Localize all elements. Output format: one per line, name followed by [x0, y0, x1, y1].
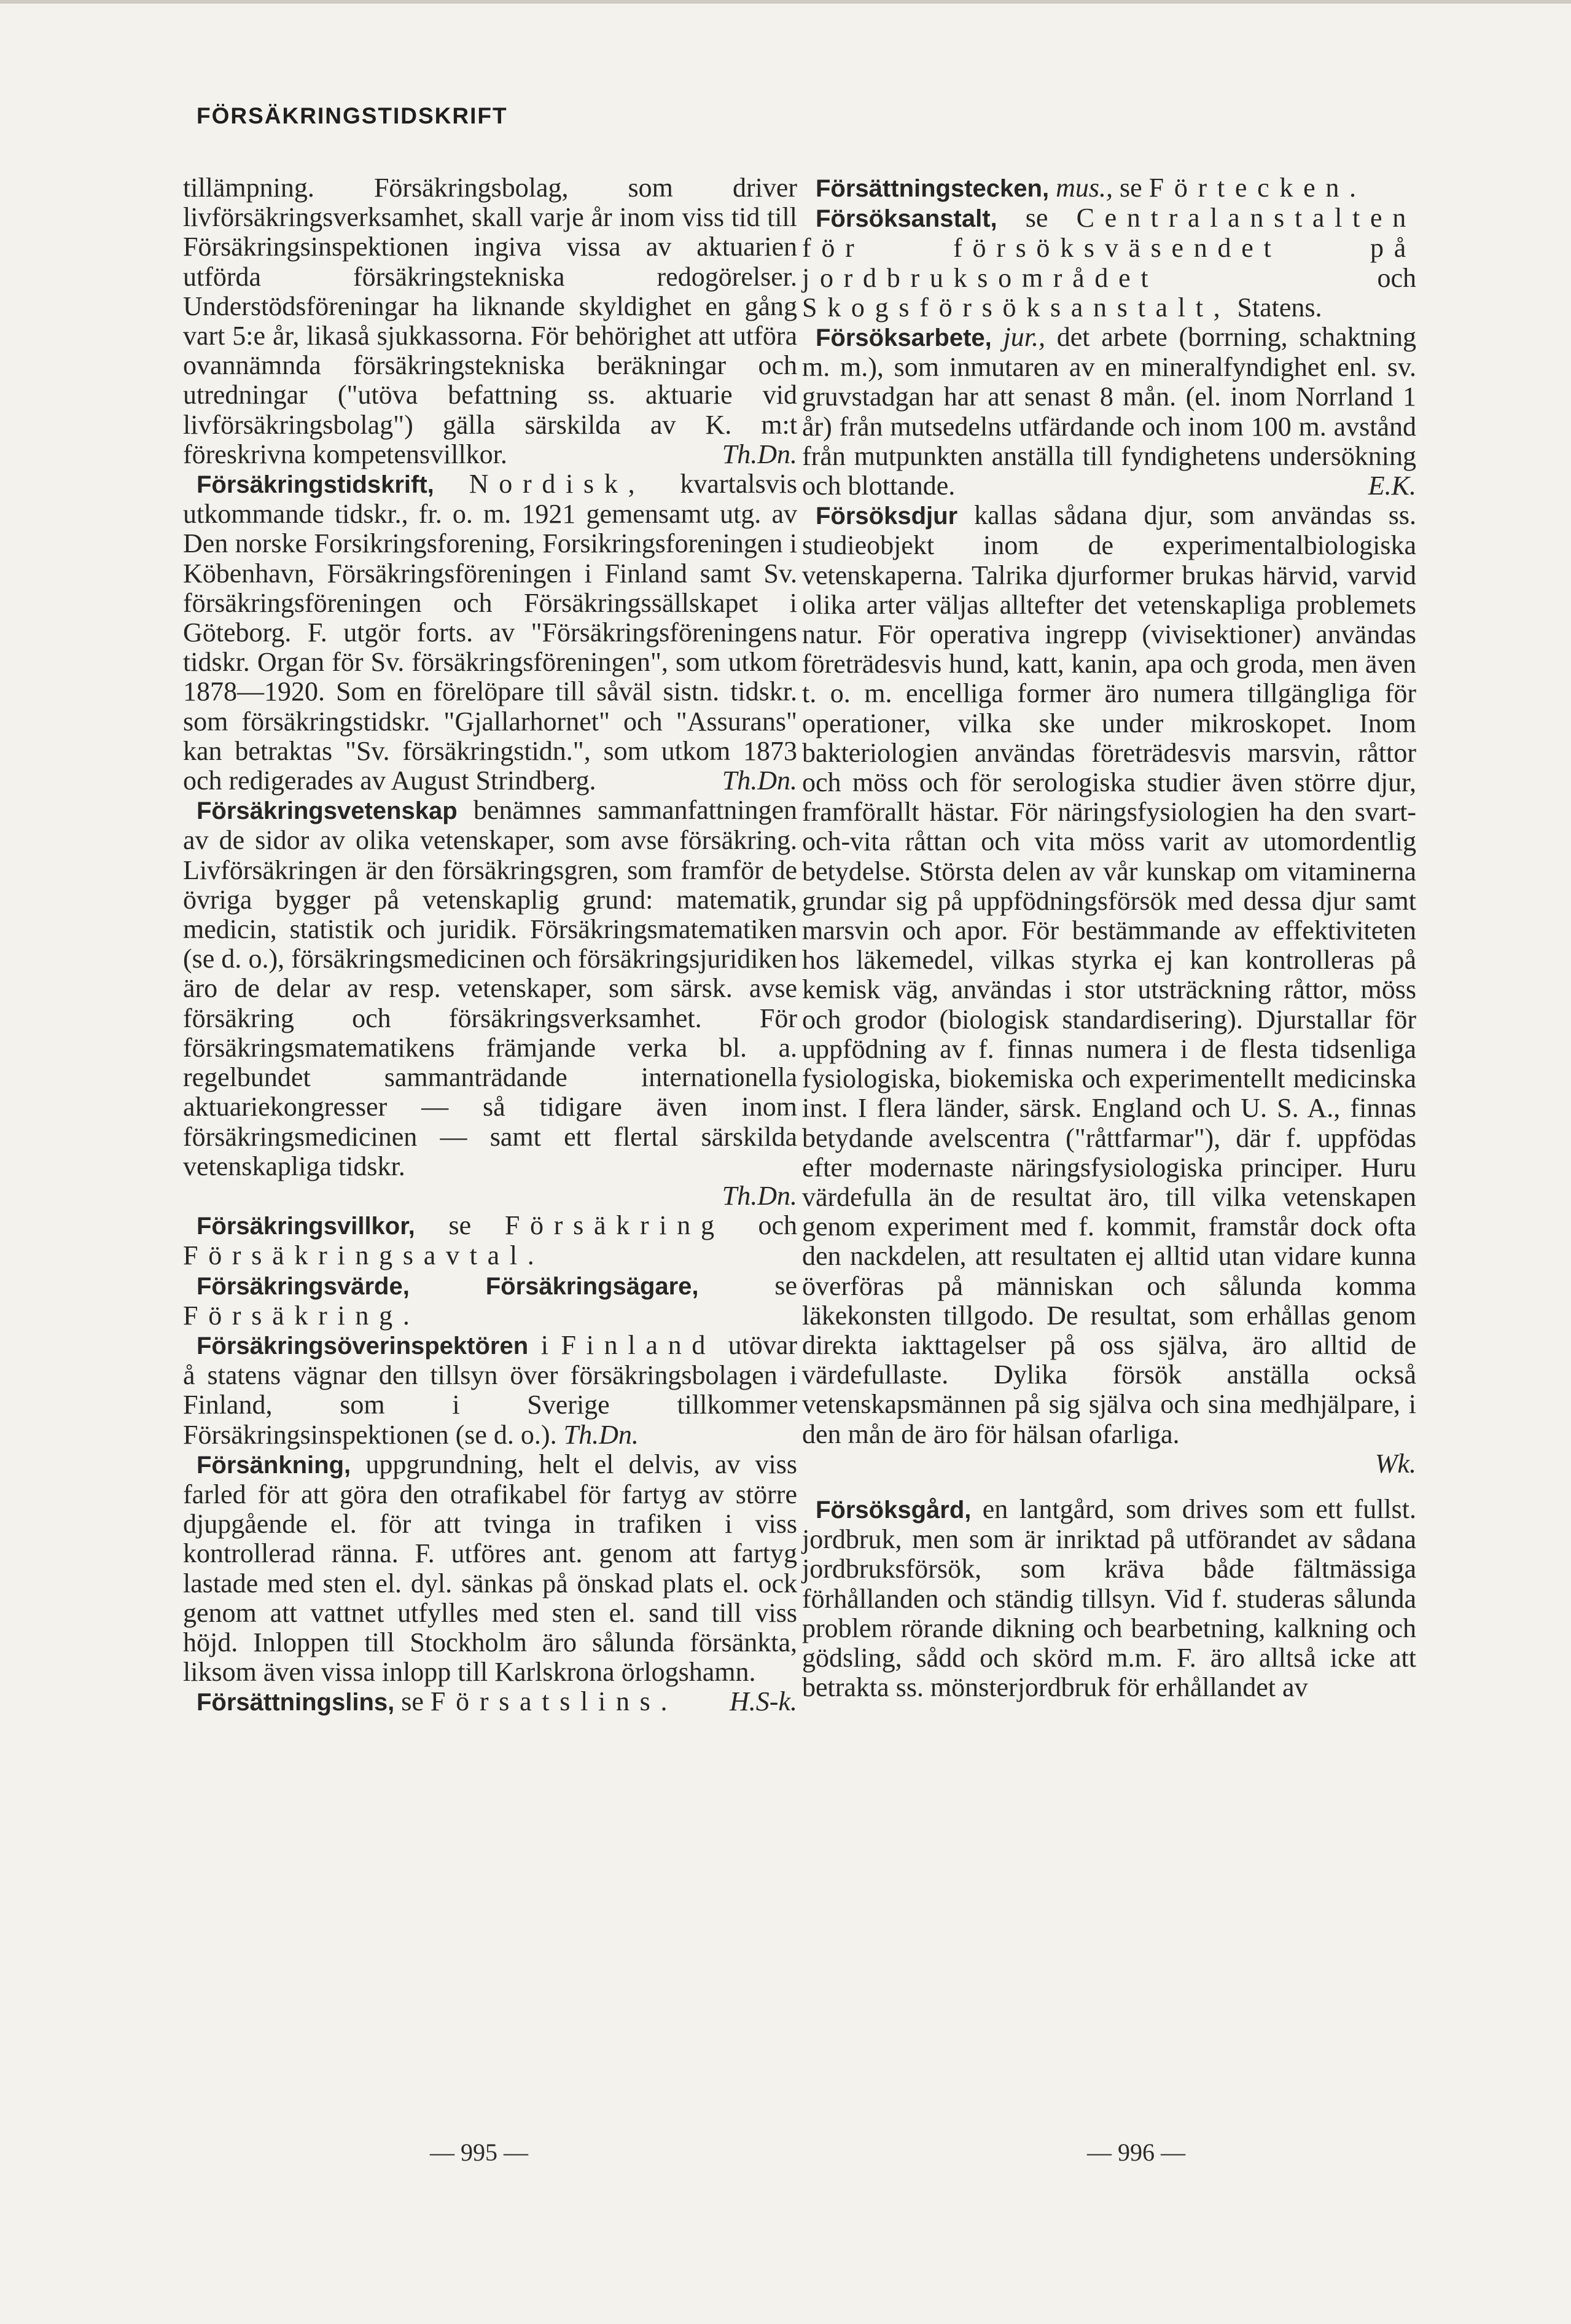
entry-text: i	[540, 1329, 548, 1360]
see-word: se	[448, 1210, 472, 1241]
and-word: och	[758, 1210, 797, 1241]
entry-headword: Försäkringsöverinspektören	[197, 1332, 529, 1360]
right-column	[802, 173, 1416, 1702]
entry-forsakringsoverinspektoren	[183, 1331, 797, 1450]
entry-text: uppgrundning, helt el delvis, av viss farled för att göra den otrafikabel för fartyg av större djupgående el. för att tvinga in trafiken i viss kontrollerad ränna. F. utföres ant. genom att fartyg lastade med sten el. dyl. sänkas på önskad plats el. ock genom att vattnet utfylles med sten el. sand till viss höjd. Inloppen till Stockholm äro sålunda försänkta, liksom även vissa inlopp till Karlskrona örlogshamn.	[183, 1449, 798, 1688]
see-word: se	[401, 1686, 424, 1717]
entry-text: det arbete (borrning, schaktning m. m.), som inmutaren av en mineralfyndighet enl. sv. gruvstadgan har att senast 8 mån. (el. inom Norrland 1 år) från mutsedelns utfärdande och inom 100 m. avstånd från mutpunkten anställa till fyndighetens undersökning och blottande.	[802, 322, 1417, 501]
entry-forsakringsvetenskap	[183, 796, 797, 1181]
entry-headword: Försöksgård,	[816, 1496, 972, 1524]
spaced-term: Finland	[561, 1329, 716, 1360]
entry-text: utövar å statens vägnar den tillsyn över försäkringsbolagen i Finland, som i Sverige tillkommer Försäkringsinspektionen (se d. o.).	[183, 1329, 798, 1450]
entry-headword: Försänkning,	[197, 1451, 351, 1479]
entry-headword: Försöksarbete,	[816, 324, 992, 352]
entry-forsoksarbete	[802, 323, 1416, 501]
cross-reference: Förtecken.	[1148, 173, 1366, 203]
abbreviation: jur.,	[1003, 322, 1046, 353]
entry-text: tillämpning. Försäkringsbolag, som driver livförsäkringsverksamhet, skall varje år inom viss tid till Försäkringsinspektionen ingiva vissa av aktuarien utförda försäkringstekniska redogörelser. Understödsföreningar ha liknande skyldighet en gång vart 5:e år, likaså sjukkassorna. För behörighet att utföra ovannämnda försäkringstekniska beräkningar och utredningar ("utöva befattning ss. aktuarie vid livförsäkringsbolag") gälla särskilda av K. m:t föreskrivna kompetensvillkor.	[183, 173, 797, 469]
entry-forsoksdjur	[802, 501, 1416, 1449]
cross-reference: Skogsförsöksanstalt,	[802, 292, 1231, 323]
spaced-term: Nordisk,	[469, 469, 645, 499]
cross-reference: Centralanstalten för försöksväsendet på jordbruksområdet	[802, 203, 1417, 293]
see-word: se	[774, 1270, 797, 1301]
entry-forsakringsvillkor	[183, 1211, 797, 1270]
cross-reference: Försatslins.	[430, 1686, 678, 1717]
entry-headword: Försäkringsvillkor,	[197, 1213, 415, 1240]
page-number-left: — 995 —	[430, 2138, 528, 2166]
entry-headword: Försöksdjur	[816, 503, 958, 530]
entry-headword: Försöksanstalt,	[816, 205, 997, 233]
and-word: och	[1377, 262, 1416, 293]
entry-text: kvartalsvis utkommande tidskr., fr. o. m. 1921 gemensamt utg. av Den norske Forsikringsforening, Forsikringsforeningen i Köbenhavn, Försäkringsföreningen i Finland samt Sv. försäkringsföreningen och Försäkringssällskapet i Göteborg. F. utgör forts. av "Försäkringsföreningens tidskr. Organ för Sv. försäkringsföreningen", som utkom 1878—1920. Som en förelöpare till såväl sistn. tidskr. som försäkringstidskr. "Gjallarhornet" och "Assurans" kan betraktas "Sv. försäkringstidn.", som utkom 1873 och redigerades av August Strindberg.	[183, 469, 798, 796]
entry-forsakringsvarde	[183, 1271, 797, 1331]
entry-headword: Försäkringstidskrift,	[197, 471, 434, 499]
left-column	[183, 173, 797, 1718]
cross-reference: Försäkring.	[183, 1300, 420, 1331]
author-signature: Th.Dn.	[722, 439, 797, 469]
author-signature: H.S-k.	[730, 1686, 797, 1717]
entry-forsattningstecken	[802, 173, 1416, 203]
scan-top-edge	[0, 0, 1571, 4]
entry-text: benämnes sammanfattningen av de sidor av olika vetenskaper, som avse försäkring. Livförsäkringen är den försäkringsgren, som framför de övriga bygger på vetenskaplig grund: matematik, medicin, statistik och juridik. Försäkringsmatematiken (se d. o.), försäkringsmedicinen och försäkringsjuridiken äro de delar av resp. vetenskaper, som särsk. avse försäkring och försäkringsverksamhet. För försäkringsmatematikens främjande verka bl. a. regelbundet sammanträdande internationella aktuariekongresser — så tidigare även inom försäkringsmedicinen — samt ett flertal särskilda vetenskapliga tidskr.	[183, 795, 797, 1181]
entry-forsoksanstalt	[802, 203, 1416, 323]
entry-continuation	[183, 173, 797, 469]
author-signature: Th.Dn.	[563, 1419, 639, 1450]
entry-headword: Försäkringsvärde, Försäkringsägare,	[197, 1272, 699, 1300]
entry-text: en lantgård, som drives som ett fullst. jordbruk, men som är inriktad på utförandet av sådana jordbruksförsök, som kräva både fältmässiga förhållanden och ständig tillsyn. Vid f. studeras sålunda problem rörande dikning och bearbetning, kalkning och gödsling, sådd och skörd m.m. F. äro alltså icke att betrakta ss. mönsterjordbruk för erhållandet av	[802, 1493, 1417, 1703]
page-number-right: — 996 —	[1087, 2138, 1185, 2166]
entry-forsakringstidskrift	[183, 469, 797, 796]
entry-headword: Försättningstecken,	[816, 175, 1050, 202]
author-signature: Th.Dn.	[722, 765, 797, 796]
entry-text: Statens.	[1237, 292, 1322, 323]
author-signature: E.K.	[1368, 471, 1416, 501]
see-word: se	[1025, 203, 1048, 233]
abbreviation: mus.,	[1056, 173, 1113, 203]
see-word: se	[1119, 173, 1142, 203]
author-signature: Wk.	[1374, 1448, 1416, 1479]
author-signature: Th.Dn.	[722, 1180, 797, 1211]
entry-headword: Försäkringsvetenskap	[197, 797, 458, 825]
cross-reference: Försäkring	[504, 1210, 725, 1241]
entry-text: kallas sådana djur, som användas ss. studieobjekt inom de experimentalbiologiska vetenskaperna. Talrika djurformer brukas härvid, varvid olika arter väljas alltefter det vetenskapliga problemets natur. För operativa ingrepp (vivisektioner) användas företrädesvis hund, katt, kanin, apa och groda, men även t. o. m. encelliga former äro numera tillgängliga för operationer, vilka ske under mikroskopet. Inom bakteriologien användas företrädesvis marsvin, råttor och möss och för serologiska studier även större djur, framförallt hästar. För näringsfysiologien ha den svart- och-vita råttan och vita möss varit av utomordentlig betydelse. Största delen av vår kunskap om vitaminerna grundar sig på uppfödningsförsök med dessa djur samt marsvin och apor. För bestämmande av effektiviteten hos läkemedel, vilkas styrka ej kan kontrolleras på kemisk väg, användas i stor utsträckning råttor, möss och grodor (biologisk standardisering). Djurstallar för uppfödning av f. finnas numera i de flesta tidsenliga fysiologiska, biokemiska och experimentellt medicinska inst. I flera länder, särsk. England och U. S. A., finnas betydande avelscentra ("råttfarmar"), där f. uppfödas efter modernaste näringsfysiologiska principer. Huru värdefulla än de resultat äro, till vilka vetenskapen genom experiment med f. kommit, framstår dock ofta den nackdelen, att resultaten ej alltid utan vidare kunna överföras på människan och sålunda komma läkekonsten tillgodo. De resultat, som erhållas genom direkta iakttagelser på oss själva, äro alltid de värdefullaste. Dylika försök anställa också vetenskapsmännen på sig själva och sina medhjälpare, i den mån de äro för hälsan ofarliga.	[802, 500, 1416, 1449]
entry-forsoksgard	[802, 1495, 1416, 1702]
running-title: FÖRSÄKRINGSTIDSKRIFT	[197, 103, 508, 128]
cross-reference: Försäkringsavtal.	[183, 1240, 545, 1271]
entry-headword: Försättningslins,	[197, 1689, 395, 1716]
